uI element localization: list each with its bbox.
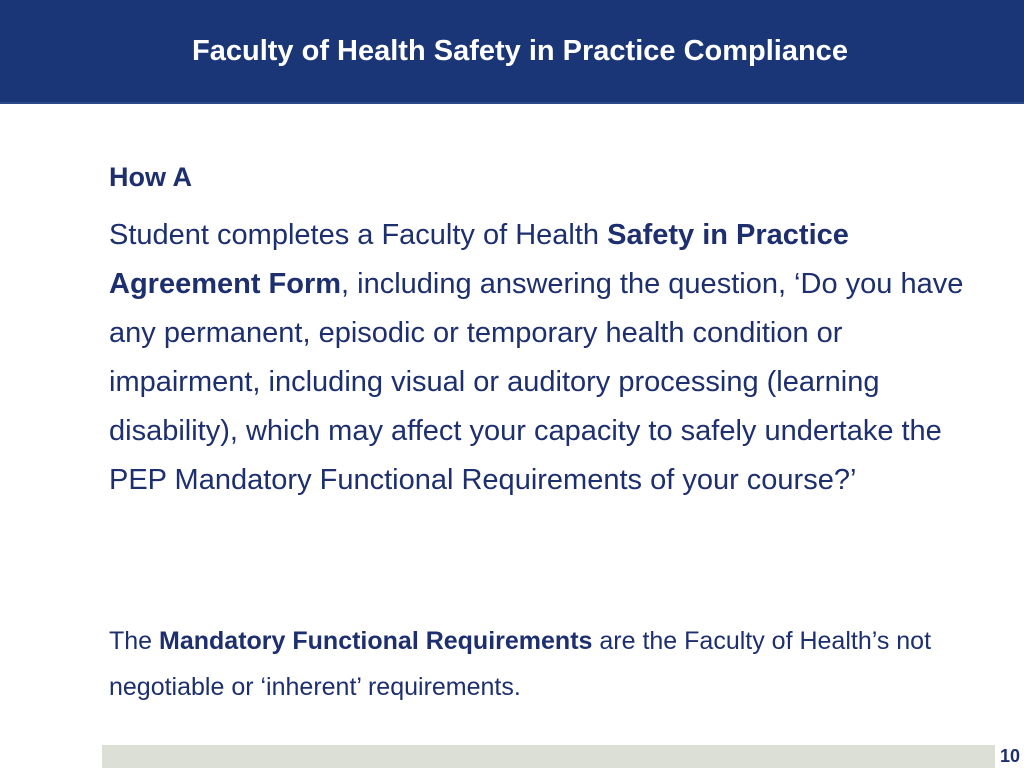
section-heading: How A xyxy=(109,162,192,192)
agreement-text-question: , including answering the question, ‘Do you have any permanent, episodic or temporary health condition or impairment, including visual or auditory processing (learning disability), which may affect your capacity to safely undertake the PEP Mandatory Functional Requirements of your course?’ xyxy=(109,268,964,496)
requirements-text-intro: The xyxy=(109,627,160,655)
footer-bar xyxy=(102,745,995,768)
agreement-text-intro: Student completes a Faculty of Health xyxy=(109,219,608,251)
agreement-paragraph xyxy=(109,211,969,505)
header-bar xyxy=(0,0,1024,104)
requirements-term: Mandatory Functional Requirements xyxy=(159,627,593,655)
requirements-paragraph xyxy=(109,618,969,710)
requirements-text-definition: are the Faculty of Health’s not negotiable or ‘inherent’ requirements. xyxy=(109,627,932,701)
slide-title: Faculty of Health Safety in Practice Compliance xyxy=(192,35,848,67)
page-number: 10 xyxy=(999,746,1021,766)
agreement-form-name: Safety in Practice Agreement Form xyxy=(109,219,849,300)
